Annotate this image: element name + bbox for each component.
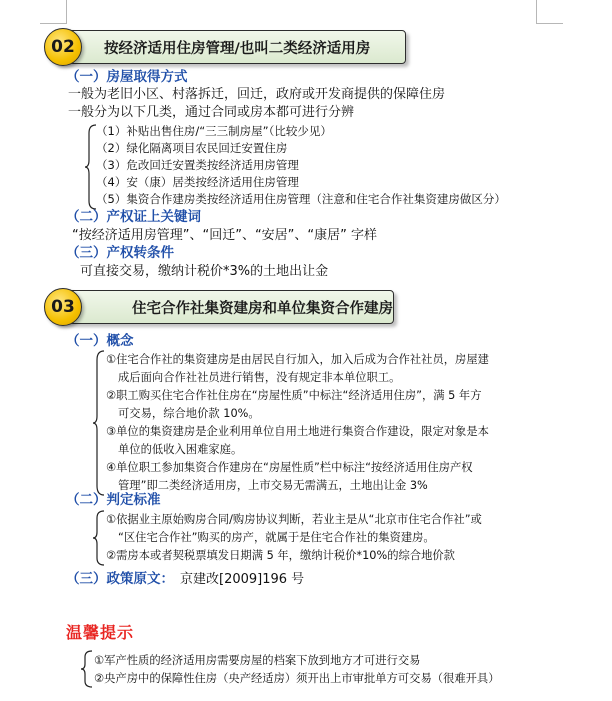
list-item: （5）集资合作建房类按经济适用住房管理（注意和住宅合作社集资建房做区分） (96, 192, 506, 206)
subheading: （三）产权转条件 (66, 245, 174, 261)
crop-mark (536, 0, 537, 24)
crop-mark (536, 23, 563, 24)
section-number-badge: 02 (44, 28, 82, 66)
list-item: （3）危改回迁安置类按经济适用房管理 (96, 158, 299, 172)
text-line: 成后面向合作社社员进行销售，没有规定非本单位职工。 (118, 371, 401, 384)
crop-mark (40, 23, 67, 24)
section-title: 按经济适用住房管理/也叫二类经济适用房 (104, 41, 371, 57)
section-number-badge: 03 (44, 288, 82, 326)
text-line: 管理”即二类经济适用房，上市交易无需满五，土地出让金 3% (118, 479, 428, 492)
subheading: （二）产权证上关键词 (66, 209, 201, 225)
text-line: ①住宅合作社的集资建房是由居民自行加入，加入后成为合作社社员，房屋建 (106, 353, 489, 366)
subheading: （二）判定标准 (66, 492, 161, 508)
text-line: ②职工购买住宅合作社住房在“房屋性质”中标注“经济适用住房”，满 5 年方 (106, 389, 482, 402)
text-line: 可直接交易，缴纳计税价*3%的土地出让金 (80, 264, 329, 279)
tips-heading: 温馨提示 (66, 623, 135, 642)
tip-item: ①军产性质的经济适用房需要房屋的档案下放到地方才可进行交易 (94, 654, 421, 667)
left-brace (80, 650, 94, 688)
text-line: 单位的低收入困难家庭。 (118, 443, 243, 456)
tip-item: ②央产房中的保障性住房（央产经适房）须开出上市审批单方可交易（很难开具） (94, 672, 500, 685)
text-line: “区住宅合作社”购买的房产，就属于是住宅合作社的集资建房。 (118, 531, 435, 544)
text-line: ①依据业主原始购房合同/购房协议判断，若业主是从“北京市住宅合作社”或 (106, 513, 482, 526)
list-item: （2）绿化隔离项目农民回迁安置住房 (96, 141, 288, 155)
section-03-header (44, 287, 394, 327)
text-line: ②需房本或者契税票填发日期满 5 年，缴纳计税价*10%的综合地价款 (106, 549, 455, 562)
left-brace (92, 510, 106, 566)
text-line: 一般分为以下几类，通过合同或房本都可进行分辨 (68, 105, 355, 120)
list-item: （1）补贴出售住房/“三三制房屋”（比较少见） (96, 124, 332, 138)
subheading: （一）房屋取得方式 (66, 69, 188, 85)
crop-mark (66, 0, 67, 24)
text-line: 一般为老旧小区、村落拆迁，回迁，政府或开发商提供的保障住房 (68, 87, 446, 102)
subheading: （三）政策原文： (66, 571, 174, 587)
text-line: ④单位职工参加集资合作建房在“房屋性质”栏中标注“按经济适用住房产权 (106, 461, 473, 474)
subheading: （一）概念 (66, 333, 134, 349)
policy-reference: 京建改[2009]196 号 (180, 572, 305, 587)
text-line: 可交易，综合地价款 10%。 (118, 407, 260, 420)
text-line: “按经济适用房管理”、“回迁”、“安居”、“康居” 字样 (72, 228, 378, 243)
section-02-header (44, 27, 406, 67)
text-line: ③单位的集资建房是企业利用单位自用土地进行集资合作建设，限定对象是本 (106, 425, 489, 438)
list-item: （4）安（康）居类按经济适用住房管理 (96, 175, 299, 189)
left-brace (92, 350, 106, 496)
section-title: 住宅合作社集资建房和单位集资合作建房 (132, 301, 393, 317)
